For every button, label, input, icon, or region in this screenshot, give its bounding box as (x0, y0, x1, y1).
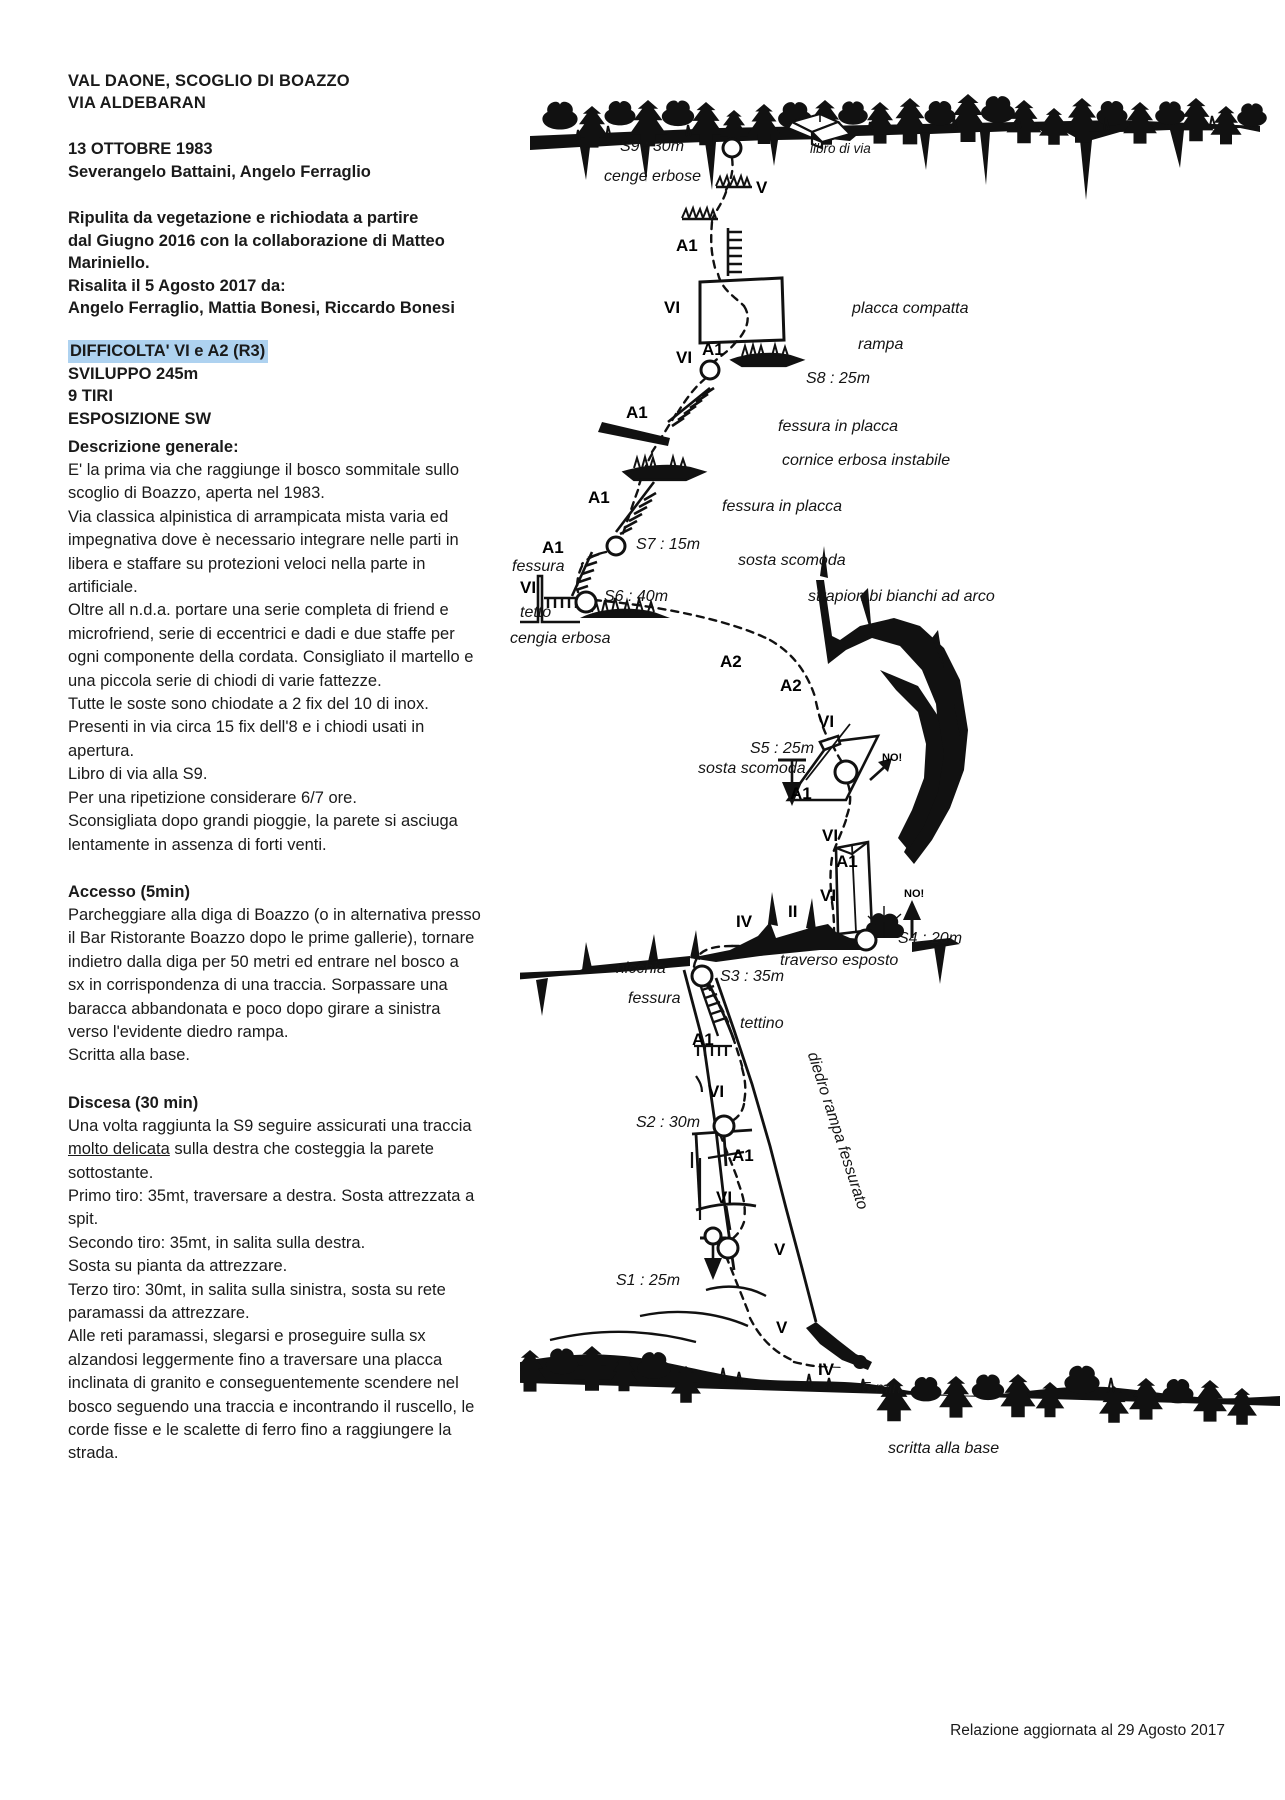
crack-ladder-icon-2 (616, 482, 656, 534)
grade-a2-1: A2 (720, 652, 742, 671)
general-line: Via classica alpinistica di arrampicata mista varia ed (68, 507, 449, 526)
grade-a1-1: A1 (676, 236, 698, 255)
general-line: microfriend, serie di eccentrici e dadi e due staffe per (68, 624, 455, 643)
descent-section (68, 1092, 523, 1466)
grade-a1-3: A1 (626, 403, 648, 422)
rework-block (68, 207, 523, 320)
descent-line: paramassi da attrezzare. (68, 1304, 250, 1322)
belay-s8 (701, 361, 719, 379)
pitches-value: 9 TIRI (68, 387, 113, 405)
descent-emphasis: molto delicata (68, 1140, 170, 1159)
access-line: sx in corrispondenza di una traccia. Sorpassare una (68, 976, 448, 995)
grade-vi-2: VI (676, 348, 693, 367)
descent-line: Una volta raggiunta la S9 seguire assicurati una traccia (68, 1116, 472, 1135)
descent-line: Terzo tiro: 30mt, in salita sulla sinistra, sosta su rete (68, 1280, 446, 1299)
descent-line: bosco seguendo una traccia e incontrando il ruscello, le (68, 1397, 475, 1416)
rework-line-3: Mariniello. (68, 254, 150, 272)
descent-line-rest: sulla destra che costeggia la parete (169, 1140, 434, 1159)
grade-a1-6: A1 (790, 784, 812, 803)
grade-ii: II (788, 902, 798, 921)
grade-vi-6: VI (820, 886, 837, 905)
no-warning-s4: NO! (904, 888, 925, 900)
belay-label-s2: S2 : 30m (636, 1114, 701, 1131)
general-line: Per una ripetizione considerare 6/7 ore. (68, 788, 357, 807)
diedro-rampa-fessurato-label: diedro rampa fessurato (803, 1050, 871, 1212)
access-line: il Bar Ristorante Boazzo dopo le prime gallerie), tornare (68, 929, 475, 948)
belay-s9 (723, 139, 741, 157)
cengia-erbosa-label: cengia erbosa (510, 630, 611, 647)
descent-line: inclinata di granito e conseguentemente scendere nel (68, 1374, 459, 1393)
fessura-label-1: fessura (512, 558, 565, 575)
access-line: verso l'evidente diedro rampa. (68, 1022, 289, 1041)
fessura-in-placca-label-1: fessura in placca (778, 418, 899, 435)
cinque-min-label: 5 min (862, 1380, 902, 1397)
placca-compatta-label: placca compatta (852, 300, 969, 317)
rework-line-4: Risalita il 5 Agosto 2017 da: (68, 276, 286, 295)
cornice-erbosa-ledge (624, 457, 704, 480)
fessura-in-placca-label-2: fessura in placca (722, 498, 843, 515)
strapiombi-label: strapiombi bianchi ad arco (808, 588, 995, 605)
crack-ladder-icon-3 (572, 552, 599, 596)
access-line: indietro dalla diga per 50 metri ed entrare nel bosco a (68, 952, 459, 971)
general-line: Libro di via alla S9. (68, 765, 208, 784)
general-line: scoglio di Boazzo, aperta nel 1983. (68, 484, 325, 503)
access-heading: Accesso (5min) (68, 882, 190, 901)
rework-line-1: Ripulita da vegetazione e richiodata a partire (68, 209, 419, 227)
general-description-heading: Descrizione generale: (68, 438, 239, 456)
belay-s4 (856, 930, 876, 950)
first-ascent-block (68, 138, 523, 183)
document-footer: Relazione aggiornata al 29 Agosto 2017 (950, 1722, 1225, 1739)
grade-vi-8: VI (716, 1188, 733, 1207)
general-line: impegnativa dove è necessario integrare nelle parti in (68, 531, 459, 550)
cenge-erbose-label: cenge erbose (604, 168, 701, 185)
general-description-section (68, 436, 523, 857)
first-ascent-climbers: Severangelo Battaini, Angelo Ferraglio (68, 162, 371, 181)
belay-s7 (607, 537, 625, 555)
descent-line: strada. (68, 1444, 119, 1463)
spacer (68, 183, 523, 207)
general-line: E' la prima via che raggiunge il bosco sommitale sullo (68, 461, 460, 479)
libro-di-via-label: libro di via (810, 141, 871, 156)
descent-line: Secondo tiro: 35mt, in salita sulla destra. (68, 1233, 366, 1252)
tettino-label: tettino (740, 1015, 784, 1032)
access-line: baracca abbandonata e poco dopo girare a sinistra (68, 999, 441, 1018)
belay-label-s5: S5 : 25m (750, 740, 815, 757)
grade-vi-5: VI (822, 826, 839, 845)
grade-a1-9: A1 (732, 1146, 754, 1165)
grade-vi-1: VI (664, 298, 681, 317)
crack-ladder-icon-1 (668, 388, 714, 426)
difficulty-row (68, 340, 523, 363)
belay-label-s6: S6 : 40m (604, 588, 669, 605)
belay-label-s3: S3 : 35m (720, 968, 785, 985)
sosta-scomoda-label-2: sosta scomoda (698, 760, 806, 777)
grade-v-s9: V (756, 178, 768, 197)
grade-a1-8: A1 (692, 1030, 714, 1049)
descent-line: corde fisse e le scalette di ferro fino a raggiungere la (68, 1421, 452, 1440)
title-line-2: VIA ALDEBARAN (68, 94, 206, 112)
general-line: artificiale. (68, 578, 138, 597)
belay-label-s8: S8 : 25m (806, 370, 871, 387)
belay-s3 (692, 966, 712, 986)
grade-vi-4: VI (818, 712, 835, 731)
belay-s1 (718, 1238, 738, 1258)
grade-vi-7: VI (708, 1082, 725, 1101)
nicchia-label: nicchia (616, 960, 666, 977)
grade-a1-5: A1 (542, 538, 564, 557)
descent-line: sottostante. (68, 1163, 154, 1182)
rework-line-5: Angelo Ferraglio, Mattia Bonesi, Riccardo Bonesi (68, 299, 455, 317)
spacer (68, 320, 523, 340)
general-line: apertura. (68, 741, 135, 760)
fessura-label-2: fessura (628, 990, 681, 1007)
descent-line: spit. (68, 1210, 99, 1229)
specs-block (68, 340, 523, 431)
descent-heading: Discesa (30 min) (68, 1093, 199, 1112)
general-line: ogni componente della cordata. Consigliato il martello e (68, 648, 474, 667)
access-line: Scritta alla base. (68, 1046, 190, 1065)
grade-a2-2: A2 (780, 676, 802, 695)
descent-line: Primo tiro: 35mt, traversare a destra. Sosta attrezzata a (68, 1186, 475, 1205)
spacer (68, 1068, 523, 1092)
grade-a1-4: A1 (588, 488, 610, 507)
belay-label-s1: S1 : 25m (616, 1272, 681, 1289)
belay-label-s7: S7 : 15m (636, 536, 701, 553)
route-topo-diagram (510, 40, 1280, 1470)
general-line: libera e staffare su protezioni veloci nella parte in (68, 554, 426, 573)
s2-ledge-lines (692, 1130, 756, 1230)
traverso-esposto-label: traverso esposto (780, 952, 899, 969)
grade-vi-3: VI (520, 578, 537, 597)
rock-flake-icon (598, 422, 670, 446)
sosta-scomoda-label-1: sosta scomoda (738, 552, 846, 569)
descent-line-with-underline (68, 1138, 523, 1161)
spacer (68, 114, 523, 138)
length-value: SVILUPPO 245m (68, 364, 199, 383)
rampa-label: rampa (858, 336, 904, 353)
general-line: una piccola serie di chiodi di varie fattezze. (68, 671, 382, 690)
descent-line: alzandosi leggermente fino a traversare una placca (68, 1350, 443, 1369)
belay-s5 (835, 761, 857, 783)
title-line-1: VAL DAONE, SCOGLIO DI BOAZZO (68, 72, 350, 90)
base-outcrop (806, 1322, 872, 1370)
general-line: Sconsigliata dopo grandi pioggie, la parete si asciuga (68, 812, 458, 831)
belay-label-s4: S4 : 20m (898, 930, 963, 947)
general-line: Tutte le soste sono chiodate a 2 fix del 10 di inox. (68, 695, 429, 714)
base-terrain-lines (550, 1287, 766, 1342)
grade-a1-2: A1 (702, 340, 724, 359)
aid-ladder-icon (728, 228, 742, 276)
general-line: Presenti in via circa 15 fix dell'8 e i chiodi usati in (68, 718, 425, 737)
tetto-label: tetto (520, 604, 552, 621)
grade-iv-1: IV (736, 912, 753, 931)
route-description-column (68, 70, 523, 1466)
grade-v-3: V (776, 1318, 788, 1337)
no-warning-s5: NO! (882, 752, 903, 764)
belay-s2 (714, 1116, 734, 1136)
access-section (68, 881, 523, 1068)
grade-iv-2: IV (818, 1360, 835, 1379)
ledge-above-s8 (732, 345, 802, 366)
belay-s6 (576, 592, 596, 612)
general-line: lentamente in assenza di forti venti. (68, 835, 327, 854)
access-line: Parcheggiare alla diga di Boazzo (o in alternativa presso (68, 905, 481, 924)
descent-line: Alle reti paramassi, slegarsi e proseguire sulla sx (68, 1327, 426, 1346)
belay-label-s9: S9 : 30m (620, 138, 685, 155)
scritta-alla-base-label: scritta alla base (888, 1440, 1000, 1457)
route-title (68, 70, 523, 114)
general-line: Oltre all n.d.a. portare una serie completa di friend e (68, 601, 449, 620)
grade-v-2: V (774, 1240, 786, 1259)
difficulty-value: DIFFICOLTA' VI e A2 (R3) (68, 340, 268, 363)
cornice-erbosa-label: cornice erbosa instabile (782, 452, 951, 469)
first-ascent-date: 13 OTTOBRE 1983 (68, 140, 213, 158)
rework-line-2: dal Giugno 2016 con la collaborazione di Matteo (68, 231, 445, 250)
aspect-value: ESPOSIZIONE SW (68, 409, 212, 428)
spacer (68, 857, 523, 881)
grade-a1-7: A1 (836, 852, 858, 871)
descent-line: Sosta su pianta da attrezzare. (68, 1257, 288, 1276)
